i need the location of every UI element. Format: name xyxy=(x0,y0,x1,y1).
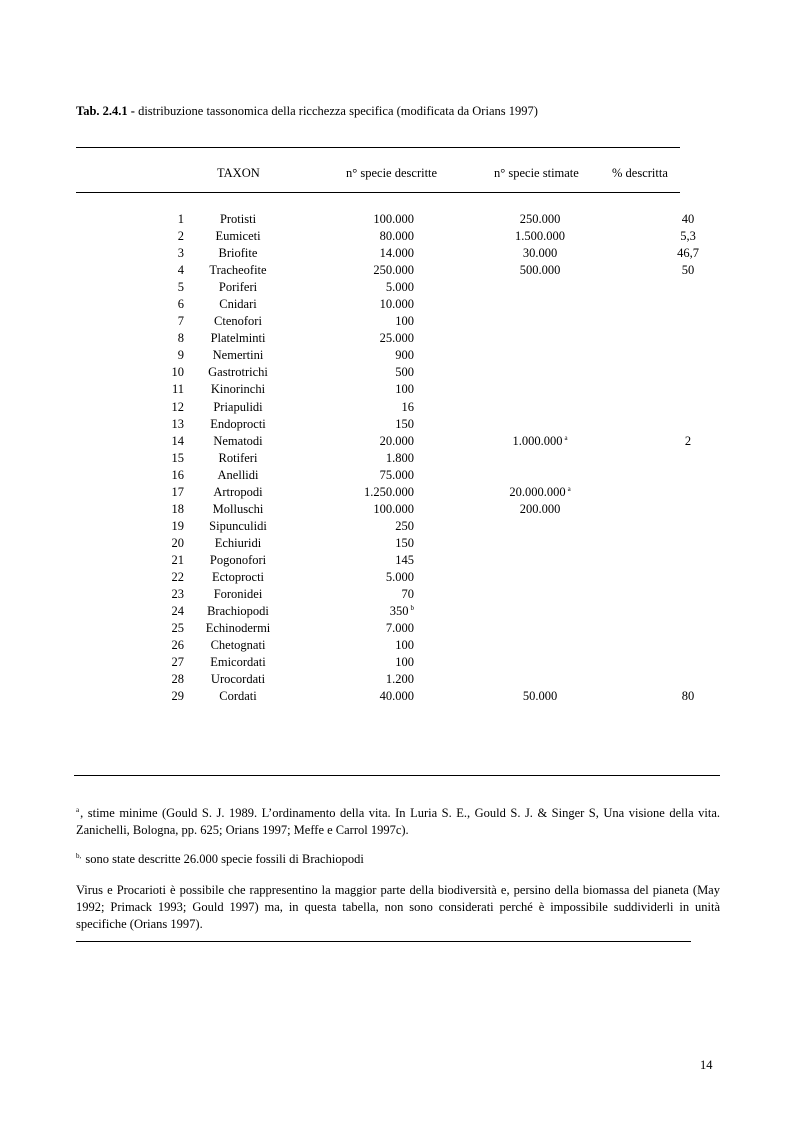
row-taxon-text: Ectoprocti xyxy=(211,569,265,584)
row-percent xyxy=(666,671,710,688)
row-percent xyxy=(666,586,710,603)
row-number xyxy=(0,245,184,262)
row-taxon xyxy=(188,262,288,279)
row-taxon xyxy=(188,518,288,535)
row-number-text: 6 xyxy=(177,297,184,312)
row-number xyxy=(0,535,184,552)
row-estimated xyxy=(414,245,666,262)
row-estimated xyxy=(414,313,666,330)
header-taxon: TAXON xyxy=(217,166,260,180)
row-percent-text: 80 xyxy=(681,689,695,704)
row-percent xyxy=(666,279,710,296)
row-estimated xyxy=(414,347,666,364)
row-number-text: 17 xyxy=(171,484,184,499)
row-percent xyxy=(666,637,710,654)
row-estimated xyxy=(414,330,666,347)
table-row xyxy=(0,671,710,688)
footnote-a-text: , stime minime (Gould S. J. 1989. L’ordinamento della vita. In Luria S. E., Gould S. J. & Singer S, Una visione della vita. Zanichelli, Bologna, pp. 625; Orians 1997; Meffe e Carrol 1997c). xyxy=(76,806,720,837)
row-described-text: 14.000 xyxy=(379,246,414,261)
footnote-b-text: sono state descritte 26.000 specie fossili di Brachiopodi xyxy=(82,852,364,866)
row-percent xyxy=(666,484,710,501)
row-taxon-text: Anellidi xyxy=(217,467,259,482)
row-percent xyxy=(666,654,710,671)
row-percent xyxy=(666,552,710,569)
row-described xyxy=(288,330,414,347)
row-percent xyxy=(666,569,710,586)
row-taxon-text: Pogonofori xyxy=(209,552,267,567)
row-described xyxy=(288,347,414,364)
row-taxon-text: Poriferi xyxy=(218,280,258,295)
row-described xyxy=(288,688,414,705)
row-taxon xyxy=(188,637,288,654)
row-described-text: 100 xyxy=(395,638,414,653)
row-number xyxy=(0,330,184,347)
row-described xyxy=(288,637,414,654)
row-taxon-text: Protisti xyxy=(219,212,257,226)
row-taxon-text: Urocordati xyxy=(210,672,266,687)
row-estimated xyxy=(414,279,666,296)
row-estimated-text: 50.000 xyxy=(522,689,558,704)
row-taxon xyxy=(188,347,288,364)
virus-note: Virus e Procarioti è possibile che rappresentino la maggior parte della biodiversità e, persino della biomassa del pianeta (May 1992; Primack 1993; Gould 1997) ma, in questa tabella, non sono considerati perché è impossibile suddividerli in unità specifiche (Orians 1997). xyxy=(76,883,720,931)
row-percent-text: 50 xyxy=(681,263,695,278)
row-percent xyxy=(666,603,710,620)
row-number xyxy=(0,620,184,637)
row-estimated xyxy=(414,688,666,705)
row-number-text: 7 xyxy=(177,314,184,329)
row-taxon-text: Artropodi xyxy=(213,484,263,499)
header-rule xyxy=(76,192,680,193)
footnote-a xyxy=(76,805,720,839)
row-number-text: 21 xyxy=(171,552,184,567)
row-number xyxy=(0,347,184,364)
table-row xyxy=(0,364,710,381)
table-row xyxy=(0,688,710,705)
row-taxon-text: Eumiceti xyxy=(215,229,261,244)
row-percent xyxy=(666,467,710,484)
row-described xyxy=(288,586,414,603)
row-described-text: 1.250.000 xyxy=(364,484,414,499)
row-estimated xyxy=(414,586,666,603)
row-percent xyxy=(666,364,710,381)
row-number xyxy=(0,262,184,279)
row-taxon xyxy=(188,313,288,330)
table-row xyxy=(0,484,710,501)
row-taxon-text: Ctenofori xyxy=(214,314,262,329)
row-described xyxy=(288,450,414,467)
row-described-text: 145 xyxy=(395,552,414,567)
row-described-text: 16 xyxy=(401,399,414,414)
row-percent xyxy=(666,211,710,228)
row-percent-text: 2 xyxy=(684,433,692,448)
row-number-text: 1 xyxy=(177,212,184,226)
row-taxon-text: Nemertini xyxy=(212,348,264,363)
row-number xyxy=(0,381,184,398)
table-row xyxy=(0,637,710,654)
row-estimated xyxy=(414,535,666,552)
row-estimated xyxy=(414,671,666,688)
row-percent-text: 5,3 xyxy=(680,229,696,244)
row-taxon xyxy=(188,330,288,347)
row-described-text: 900 xyxy=(395,348,414,363)
row-number-text: 14 xyxy=(171,433,184,448)
row-described xyxy=(288,245,414,262)
row-taxon xyxy=(188,416,288,433)
row-estimated xyxy=(414,228,666,245)
row-number xyxy=(0,450,184,467)
row-percent xyxy=(666,296,710,313)
row-number xyxy=(0,364,184,381)
row-estimated xyxy=(414,211,666,228)
row-percent xyxy=(666,313,710,330)
row-number xyxy=(0,552,184,569)
row-taxon xyxy=(188,381,288,398)
row-described xyxy=(288,416,414,433)
row-percent xyxy=(666,245,710,262)
row-number xyxy=(0,671,184,688)
row-estimated xyxy=(414,399,666,416)
row-number xyxy=(0,688,184,705)
footnote-b xyxy=(76,851,720,868)
row-percent xyxy=(666,262,710,279)
row-described xyxy=(288,671,414,688)
row-number-text: 29 xyxy=(171,689,184,704)
row-described xyxy=(288,603,414,620)
table-row xyxy=(0,586,710,603)
row-described xyxy=(288,620,414,637)
row-percent xyxy=(666,416,710,433)
row-number xyxy=(0,313,184,330)
row-taxon-text: Briofite xyxy=(218,246,258,261)
row-estimated xyxy=(414,569,666,586)
row-estimated xyxy=(414,484,666,501)
row-taxon xyxy=(188,552,288,569)
row-number-text: 16 xyxy=(171,467,184,482)
row-taxon xyxy=(188,654,288,671)
caption-label: Tab. 2.4.1 - xyxy=(76,104,135,118)
row-estimated xyxy=(414,450,666,467)
row-number xyxy=(0,211,184,228)
row-described-text: 250 xyxy=(395,518,414,533)
footnote-ref-a: a xyxy=(567,484,571,493)
row-number-text: 10 xyxy=(171,365,184,380)
row-number-text: 12 xyxy=(171,399,184,414)
row-described-text: 25.000 xyxy=(379,331,414,346)
row-estimated xyxy=(414,262,666,279)
row-percent xyxy=(666,518,710,535)
row-percent xyxy=(666,501,710,518)
table-caption xyxy=(76,104,538,119)
table-bottom-rule xyxy=(74,775,720,776)
row-described-text: 7.000 xyxy=(385,621,414,636)
row-number-text: 8 xyxy=(177,331,184,346)
row-taxon-text: Kinorinchi xyxy=(210,382,266,397)
table-row xyxy=(0,433,710,450)
row-taxon xyxy=(188,620,288,637)
row-taxon xyxy=(188,603,288,620)
row-taxon-text: Tracheofite xyxy=(209,263,267,278)
row-number xyxy=(0,518,184,535)
row-number-text: 20 xyxy=(171,535,184,550)
row-taxon xyxy=(188,535,288,552)
row-described xyxy=(288,313,414,330)
row-number-text: 22 xyxy=(171,569,184,584)
footnote-ref-a: a xyxy=(564,433,568,442)
row-described xyxy=(288,228,414,245)
taxonomy-table xyxy=(0,211,710,705)
row-described-text: 5.000 xyxy=(385,569,414,584)
row-number-text: 11 xyxy=(171,382,184,397)
row-percent xyxy=(666,381,710,398)
row-percent xyxy=(666,228,710,245)
row-described xyxy=(288,569,414,586)
row-described xyxy=(288,381,414,398)
table-row xyxy=(0,381,710,398)
row-estimated-text: 1.000.000 xyxy=(512,433,563,448)
row-number xyxy=(0,654,184,671)
row-taxon xyxy=(188,688,288,705)
row-described xyxy=(288,501,414,518)
row-estimated xyxy=(414,364,666,381)
row-percent xyxy=(666,399,710,416)
row-number-text: 19 xyxy=(171,518,184,533)
row-estimated xyxy=(414,381,666,398)
row-taxon xyxy=(188,364,288,381)
row-taxon xyxy=(188,484,288,501)
row-described xyxy=(288,654,414,671)
row-described xyxy=(288,433,414,450)
row-taxon-text: Brachiopodi xyxy=(207,604,269,619)
row-estimated xyxy=(414,620,666,637)
header-estimated: n° specie stimate xyxy=(494,166,579,180)
row-described-text: 40.000 xyxy=(379,689,414,704)
row-taxon xyxy=(188,399,288,416)
row-described xyxy=(288,279,414,296)
table-row xyxy=(0,501,710,518)
row-described xyxy=(288,399,414,416)
row-number-text: 25 xyxy=(171,621,184,636)
row-estimated-text: 250.000 xyxy=(519,212,561,226)
table-row xyxy=(0,450,710,467)
row-number-text: 26 xyxy=(171,638,184,653)
row-number xyxy=(0,501,184,518)
row-number-text: 13 xyxy=(171,416,184,431)
row-taxon xyxy=(188,467,288,484)
row-described-text: 500 xyxy=(395,365,414,380)
table-row xyxy=(0,330,710,347)
row-taxon xyxy=(188,501,288,518)
row-estimated xyxy=(414,603,666,620)
row-percent xyxy=(666,433,710,450)
row-percent-text: 46,7 xyxy=(677,246,699,261)
row-percent xyxy=(666,347,710,364)
row-percent xyxy=(666,450,710,467)
row-described-text: 100 xyxy=(395,314,414,329)
row-number-text: 2 xyxy=(177,229,184,244)
row-taxon xyxy=(188,671,288,688)
table-row xyxy=(0,620,710,637)
row-number xyxy=(0,416,184,433)
caption-text: distribuzione tassonomica della ricchezza specifica (modificata da Orians 1997) xyxy=(134,104,538,118)
row-estimated xyxy=(414,296,666,313)
row-percent xyxy=(666,620,710,637)
row-number xyxy=(0,399,184,416)
row-number xyxy=(0,484,184,501)
row-taxon xyxy=(188,296,288,313)
row-taxon-text: Chetognati xyxy=(210,638,266,653)
row-number xyxy=(0,603,184,620)
row-described xyxy=(288,467,414,484)
row-taxon-text: Rotiferi xyxy=(218,450,258,465)
row-described xyxy=(288,535,414,552)
row-taxon xyxy=(188,433,288,450)
row-described-text: 75.000 xyxy=(379,467,414,482)
row-described-text: 150 xyxy=(395,535,414,550)
row-number-text: 24 xyxy=(171,604,184,619)
row-described-text: 250.000 xyxy=(373,263,414,278)
row-percent xyxy=(666,535,710,552)
row-taxon xyxy=(188,211,288,228)
row-described-text: 100 xyxy=(395,655,414,670)
row-taxon-text: Cordati xyxy=(219,689,257,704)
header-percent: % descritta xyxy=(612,166,668,180)
row-taxon-text: Emicordati xyxy=(210,655,266,670)
row-estimated xyxy=(414,467,666,484)
row-number xyxy=(0,228,184,245)
row-number-text: 27 xyxy=(171,655,184,670)
row-estimated xyxy=(414,637,666,654)
row-taxon-text: Sipunculidi xyxy=(209,518,267,533)
row-estimated xyxy=(414,654,666,671)
row-described-text: 100.000 xyxy=(373,212,414,226)
row-estimated xyxy=(414,552,666,569)
row-number xyxy=(0,637,184,654)
row-estimated xyxy=(414,433,666,450)
row-described-text: 100 xyxy=(395,382,414,397)
table-row xyxy=(0,245,710,262)
row-described xyxy=(288,262,414,279)
table-row xyxy=(0,603,710,620)
table-row xyxy=(0,347,710,364)
row-taxon xyxy=(188,586,288,603)
table-row xyxy=(0,416,710,433)
row-number xyxy=(0,296,184,313)
row-described-text: 1.200 xyxy=(385,672,414,687)
row-taxon-text: Echiuridi xyxy=(214,535,262,550)
row-described xyxy=(288,484,414,501)
row-percent xyxy=(666,688,710,705)
row-described-text: 350 xyxy=(389,604,409,619)
row-taxon-text: Molluschi xyxy=(212,501,264,516)
footnote-a-mark: a xyxy=(76,806,80,814)
row-described-text: 1.800 xyxy=(385,450,414,465)
table-row xyxy=(0,552,710,569)
table-row xyxy=(0,569,710,586)
row-taxon-text: Echinodermi xyxy=(205,621,271,636)
row-described-text: 20.000 xyxy=(379,433,414,448)
bottom-rule xyxy=(76,941,691,942)
row-number-text: 5 xyxy=(177,280,184,295)
row-estimated-text: 1.500.000 xyxy=(515,229,565,244)
row-described xyxy=(288,518,414,535)
row-number-text: 15 xyxy=(171,450,184,465)
row-taxon-text: Priapulidi xyxy=(213,399,263,414)
row-estimated-text: 30.000 xyxy=(522,246,558,261)
row-taxon xyxy=(188,228,288,245)
page-number: 14 xyxy=(700,1058,713,1072)
row-number xyxy=(0,586,184,603)
row-estimated xyxy=(414,416,666,433)
row-taxon-text: Endoprocti xyxy=(210,416,266,431)
row-described-text: 5.000 xyxy=(385,280,414,295)
row-number xyxy=(0,279,184,296)
row-number-text: 28 xyxy=(171,672,184,687)
row-estimated-text: 20.000.000 xyxy=(509,484,566,499)
table-body xyxy=(0,211,710,705)
row-number-text: 23 xyxy=(171,587,184,602)
row-described-text: 10.000 xyxy=(379,297,414,312)
table-row xyxy=(0,211,710,228)
row-taxon-text: Foronidei xyxy=(213,587,263,602)
row-taxon xyxy=(188,450,288,467)
row-taxon-text: Platelminti xyxy=(210,331,266,346)
row-number-text: 18 xyxy=(171,501,184,516)
table-row xyxy=(0,535,710,552)
row-number xyxy=(0,467,184,484)
row-percent-text: 40 xyxy=(681,212,695,226)
table-row xyxy=(0,399,710,416)
row-number-text: 4 xyxy=(177,263,184,278)
row-described-text: 70 xyxy=(401,587,414,602)
table-row xyxy=(0,313,710,330)
row-taxon-text: Cnidari xyxy=(219,297,257,312)
footnote-ref-b: b xyxy=(410,604,414,613)
row-taxon xyxy=(188,245,288,262)
table-row xyxy=(0,279,710,296)
row-taxon xyxy=(188,279,288,296)
row-described-text: 150 xyxy=(395,416,414,431)
table-row xyxy=(0,296,710,313)
row-estimated xyxy=(414,501,666,518)
row-described xyxy=(288,211,414,228)
table-row xyxy=(0,654,710,671)
top-rule xyxy=(76,147,680,148)
row-taxon xyxy=(188,569,288,586)
table-row xyxy=(0,518,710,535)
row-percent xyxy=(666,330,710,347)
footnote-b-mark: b, xyxy=(76,852,82,860)
row-described-text: 100.000 xyxy=(373,501,414,516)
table-row xyxy=(0,228,710,245)
row-number-text: 3 xyxy=(177,246,184,261)
table-row xyxy=(0,262,710,279)
row-described xyxy=(288,364,414,381)
header-described: n° specie descritte xyxy=(346,166,438,180)
table-row xyxy=(0,467,710,484)
row-taxon-text: Gastrotrichi xyxy=(208,365,268,380)
row-number xyxy=(0,569,184,586)
row-estimated-text: 200.000 xyxy=(519,501,561,516)
row-estimated xyxy=(414,518,666,535)
row-estimated-text: 500.000 xyxy=(519,263,561,278)
row-described-text: 80.000 xyxy=(379,229,414,244)
row-number xyxy=(0,433,184,450)
row-number-text: 9 xyxy=(177,348,184,363)
row-described xyxy=(288,552,414,569)
row-taxon-text: Nematodi xyxy=(213,433,263,448)
row-described xyxy=(288,296,414,313)
